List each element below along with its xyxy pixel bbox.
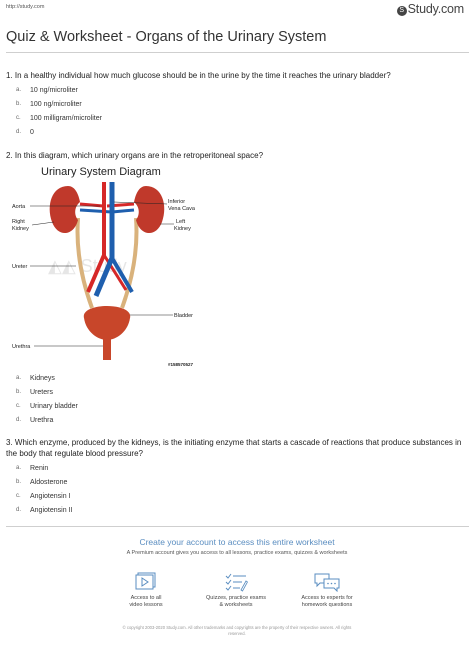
watermark: ◭◭ Study [48,256,127,276]
urethra-organ [103,338,111,360]
urinary-diagram-svg [8,160,208,372]
label-right-kidney-1: Right [12,219,25,225]
feature-quizzes[interactable] [191,572,281,609]
option[interactable]: d. Angiotensin II [16,506,73,514]
option[interactable]: a. 10 ng/microliter [16,86,78,94]
option[interactable]: b. 100 ng/microliter [16,100,82,108]
feature-experts[interactable] [282,572,372,609]
checklist-icon [224,572,248,592]
feature-label-1: Access to all [130,595,162,601]
right-renal-vein [80,210,112,212]
right-renal-artery [80,204,103,206]
urinary-system-diagram [8,160,208,372]
video-lesson-icon [135,572,157,592]
feature-label-2: homework questions [301,602,353,608]
option[interactable]: d. Urethra [16,416,54,424]
chat-expert-icon [314,572,340,592]
option[interactable]: c. Urinary bladder [16,402,78,410]
question-2: 2. In this diagram, which urinary organs are in the retroperitoneal space? [6,151,264,160]
logo-mark-icon: S [397,6,407,16]
option[interactable]: b. Ureters [16,388,53,396]
cta-subline: A Premium account gives you access to all lessons, practice exams, quizzes & worksheets [126,550,348,556]
left-kidney [134,186,164,233]
option[interactable]: a. Renin [16,464,49,472]
copyright-footer [90,625,384,637]
question-1: 1. In a healthy individual how much glucose should be in the urine by the time it reaches the urinary bladder? [6,71,391,80]
feature-video-lessons[interactable] [101,572,191,609]
cta-headline[interactable]: Create your account to access this entire worksheet [139,537,335,547]
feature-label-1: Access to experts for [301,595,353,601]
study-logo[interactable] [397,2,464,16]
label-bladder: Bladder [174,313,193,319]
question-2-options [16,371,78,427]
label-aorta: Aorta [12,204,26,210]
option[interactable]: c. 100 milligram/microliter [16,114,102,122]
top-bar [0,0,474,16]
option[interactable]: c. Angiotensin I [16,492,71,500]
footer-line-1: © copyright 2003-2020 Study.com. All other trademarks and copyrights are the property of their respective owners. All rights [122,625,352,630]
footer-line-2: reserved. [228,631,246,636]
right-kidney-leader [32,222,54,225]
stock-id: #158570527 [168,362,194,367]
divider [6,52,469,53]
label-right-kidney-2: Kidney [12,226,29,232]
left-renal-vein [112,210,134,212]
logo-text: Study.com [407,2,464,16]
divider [6,526,469,527]
feature-label-1: Quizzes, practice exams [206,595,266,601]
premium-cta [0,537,474,556]
right-kidney [50,186,80,233]
label-ivc-2: Vena Cava [168,206,195,212]
option[interactable]: b. Aldosterone [16,478,68,486]
bladder-organ [84,306,130,340]
feature-label-2: & worksheets [219,602,253,608]
label-urethra: Urethra [12,344,31,350]
feature-label-2: video lessons [129,602,163,608]
page-url[interactable]: http://study.com [6,4,45,10]
label-left-kidney-1: Left [176,219,186,225]
label-ivc-1: Inferior [168,199,186,205]
option[interactable]: a. Kidneys [16,374,55,382]
question-3: 3. Which enzyme, produced by the kidneys, is the initiating enzyme that starts a cascade of reactions that produce substances in the body that regulate blood pressure? [6,438,462,458]
diagram-title: Urinary System Diagram [41,166,161,178]
option[interactable]: d. 0 [16,128,34,136]
label-left-kidney-2: Kidney [174,226,191,232]
question-1-options [16,83,102,139]
worksheet-title: Quiz & Worksheet - Organs of the Urinary System [6,29,327,45]
label-ureter: Ureter [12,264,28,270]
question-3-options [16,461,72,517]
